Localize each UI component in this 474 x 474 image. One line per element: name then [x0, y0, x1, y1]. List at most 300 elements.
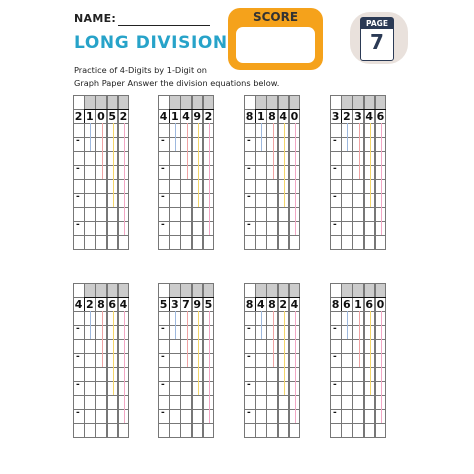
minus-sign: - — [247, 164, 251, 174]
grid-cell[interactable] — [169, 381, 181, 396]
dividend-digit: 6 — [108, 297, 117, 311]
column-guide-line — [175, 311, 176, 339]
grid-cell[interactable] — [255, 339, 267, 354]
column-guide-line — [261, 311, 262, 339]
grid-cell[interactable] — [169, 151, 181, 166]
divisor-digit: 2 — [74, 109, 83, 123]
grid-cell[interactable] — [352, 381, 364, 396]
grid-cell[interactable] — [255, 381, 267, 396]
name-line[interactable] — [118, 25, 210, 26]
grid-cell[interactable] — [341, 235, 353, 250]
grid-cell[interactable] — [203, 235, 215, 250]
grid-cell[interactable] — [192, 395, 204, 410]
grid-cell[interactable] — [95, 423, 107, 438]
minus-sign: - — [76, 164, 80, 174]
grid-cell[interactable] — [169, 367, 181, 382]
column-guide-line — [359, 311, 360, 367]
dividend-digit: 9 — [193, 109, 202, 123]
grid-cell[interactable] — [192, 283, 204, 298]
minus-sign: - — [76, 380, 80, 390]
grid-cell[interactable] — [364, 207, 376, 222]
grid-cell[interactable] — [341, 193, 353, 208]
grid-cell[interactable] — [118, 235, 130, 250]
grid-cell[interactable] — [95, 381, 107, 396]
score-input-area[interactable] — [236, 27, 315, 63]
minus-sign: - — [76, 192, 80, 202]
grid-cell[interactable] — [84, 165, 96, 180]
grid-cell[interactable] — [341, 381, 353, 396]
grid-cell[interactable] — [278, 221, 290, 236]
problem-grid-4 — [330, 95, 386, 249]
grid-cell[interactable] — [255, 221, 267, 236]
problem-grid-7 — [244, 283, 300, 437]
grid-cell[interactable] — [278, 283, 290, 298]
grid-cell[interactable] — [278, 95, 290, 110]
grid-cell[interactable] — [169, 165, 181, 180]
grid-cell[interactable] — [352, 367, 364, 382]
grid-cell[interactable] — [73, 95, 85, 110]
grid-cell[interactable] — [341, 353, 353, 368]
minus-sign: - — [333, 192, 337, 202]
grid-cell[interactable] — [84, 221, 96, 236]
grid-cell[interactable] — [266, 221, 278, 236]
grid-cell[interactable] — [330, 283, 342, 298]
name-label: NAME: — [74, 12, 117, 25]
minus-sign: - — [333, 164, 337, 174]
column-guide-line — [209, 311, 210, 423]
grid-cell[interactable] — [180, 395, 192, 410]
grid-cell[interactable] — [73, 235, 85, 250]
grid-cell[interactable] — [255, 193, 267, 208]
problem-grid-3 — [244, 95, 300, 249]
grid-cell[interactable] — [180, 367, 192, 382]
grid-cell[interactable] — [180, 283, 192, 298]
grid-cell[interactable] — [95, 409, 107, 424]
grid-cell[interactable] — [289, 423, 301, 438]
dividend-digit: 2 — [204, 109, 213, 123]
minus-sign: - — [247, 352, 251, 362]
grid-cell[interactable] — [341, 409, 353, 424]
grid-cell[interactable] — [278, 409, 290, 424]
dividend-digit: 8 — [268, 109, 276, 123]
grid-cell[interactable] — [203, 95, 215, 110]
grid-cell[interactable] — [192, 95, 204, 110]
divisor-digit: 8 — [245, 109, 254, 123]
grid-cell[interactable] — [180, 235, 192, 250]
grid-cell[interactable] — [84, 409, 96, 424]
grid-cell[interactable] — [352, 179, 364, 194]
minus-sign: - — [247, 380, 251, 390]
grid-cell[interactable] — [169, 95, 181, 110]
minus-sign: - — [333, 136, 337, 146]
grid-cell[interactable] — [341, 283, 353, 298]
column-guide-line — [273, 311, 274, 367]
divisor-digit: 8 — [331, 297, 340, 311]
grid-cell[interactable] — [266, 207, 278, 222]
divisor-digit: 4 — [74, 297, 83, 311]
divisor-digit: 3 — [331, 109, 340, 123]
grid-cell[interactable] — [364, 395, 376, 410]
grid-cell[interactable] — [169, 353, 181, 368]
grid-cell[interactable] — [95, 367, 107, 382]
grid-cell[interactable] — [266, 423, 278, 438]
grid-cell[interactable] — [278, 207, 290, 222]
grid-cell[interactable] — [192, 409, 204, 424]
minus-sign: - — [76, 408, 80, 418]
grid-cell[interactable] — [169, 339, 181, 354]
grid-cell[interactable] — [84, 381, 96, 396]
grid-cell[interactable] — [107, 235, 119, 250]
grid-cell[interactable] — [364, 221, 376, 236]
minus-sign: - — [76, 220, 80, 230]
minus-sign: - — [247, 220, 251, 230]
grid-cell[interactable] — [169, 193, 181, 208]
grid-cell[interactable] — [255, 95, 267, 110]
grid-cell[interactable] — [266, 381, 278, 396]
instructions — [74, 64, 334, 90]
grid-cell[interactable] — [158, 283, 170, 298]
grid-cell[interactable] — [266, 283, 278, 298]
grid-cell[interactable] — [169, 409, 181, 424]
grid-cell[interactable] — [84, 95, 96, 110]
grid-cell[interactable] — [352, 409, 364, 424]
grid-cell[interactable] — [278, 423, 290, 438]
dividend-digit: 4 — [256, 297, 265, 311]
grid-cell[interactable] — [330, 95, 342, 110]
grid-cell[interactable] — [341, 207, 353, 222]
grid-cell[interactable] — [180, 409, 192, 424]
grid-cell[interactable] — [352, 221, 364, 236]
minus-sign: - — [161, 352, 165, 362]
dividend-digit: 4 — [279, 109, 288, 123]
minus-sign: - — [247, 192, 251, 202]
grid-cell[interactable] — [341, 395, 353, 410]
column-guide-line — [187, 311, 188, 367]
grid-cell[interactable] — [95, 95, 107, 110]
dividend-digit: 9 — [193, 297, 202, 311]
column-guide-line — [124, 311, 125, 423]
grid-cell[interactable] — [364, 235, 376, 250]
grid-cell[interactable] — [95, 179, 107, 194]
grid-cell[interactable] — [255, 207, 267, 222]
minus-sign: - — [333, 352, 337, 362]
column-guide-line — [284, 123, 285, 207]
grid-cell[interactable] — [84, 395, 96, 410]
grid-cell[interactable] — [364, 283, 376, 298]
grid-cell[interactable] — [95, 283, 107, 298]
grid-cell[interactable] — [203, 283, 215, 298]
grid-cell[interactable] — [255, 283, 267, 298]
grid-cell[interactable] — [375, 95, 387, 110]
grid-cell[interactable] — [244, 283, 256, 298]
dividend-digit: 1 — [85, 109, 94, 123]
grid-cell[interactable] — [192, 423, 204, 438]
grid-cell[interactable] — [266, 179, 278, 194]
column-guide-line — [273, 123, 274, 179]
minus-sign: - — [161, 324, 165, 334]
grid-cell[interactable] — [84, 283, 96, 298]
column-guide-line — [90, 123, 91, 151]
grid-cell[interactable] — [169, 235, 181, 250]
worksheet-title: LONG DIVISION — [74, 33, 228, 53]
minus-sign: - — [76, 324, 80, 334]
grid-cell[interactable] — [244, 423, 256, 438]
column-guide-line — [359, 123, 360, 179]
column-guide-line — [102, 123, 103, 179]
grid-cell[interactable] — [255, 367, 267, 382]
grid-cell[interactable] — [95, 395, 107, 410]
grid-cell[interactable] — [341, 95, 353, 110]
grid-cell[interactable] — [255, 235, 267, 250]
grid-cell[interactable] — [95, 207, 107, 222]
grid-cell[interactable] — [341, 221, 353, 236]
grid-cell[interactable] — [255, 395, 267, 410]
grid-cell[interactable] — [158, 423, 170, 438]
grid-cell[interactable] — [341, 151, 353, 166]
grid-cell[interactable] — [364, 409, 376, 424]
grid-cell[interactable] — [180, 179, 192, 194]
dividend-digit: 0 — [97, 109, 105, 123]
problem-grid-2 — [158, 95, 214, 249]
grid-cell[interactable] — [266, 235, 278, 250]
grid-cell[interactable] — [84, 207, 96, 222]
dividend-digit: 3 — [170, 297, 179, 311]
grid-cell[interactable] — [352, 193, 364, 208]
dividend-digit: 2 — [85, 297, 94, 311]
grid-cell[interactable] — [73, 423, 85, 438]
dividend-digit: 2 — [342, 109, 351, 123]
grid-cell[interactable] — [255, 423, 267, 438]
column-guide-line — [198, 123, 199, 207]
grid-cell[interactable] — [107, 95, 119, 110]
divisor-digit: 5 — [159, 297, 168, 311]
grid-cell[interactable] — [180, 95, 192, 110]
grid-cell[interactable] — [352, 235, 364, 250]
grid-cell[interactable] — [266, 409, 278, 424]
problem-grid-5 — [73, 283, 129, 437]
grid-cell[interactable] — [352, 95, 364, 110]
column-guide-line — [198, 311, 199, 395]
column-guide-line — [370, 311, 371, 395]
grid-cell[interactable] — [289, 95, 301, 110]
grid-cell[interactable] — [244, 95, 256, 110]
grid-cell[interactable] — [84, 353, 96, 368]
column-guide-line — [113, 311, 114, 395]
dividend-digit: 4 — [119, 297, 128, 311]
grid-cell[interactable] — [266, 395, 278, 410]
grid-cell[interactable] — [266, 367, 278, 382]
minus-sign: - — [161, 136, 165, 146]
minus-sign: - — [247, 136, 251, 146]
grid-cell[interactable] — [95, 193, 107, 208]
grid-cell[interactable] — [158, 95, 170, 110]
minus-sign: - — [161, 408, 165, 418]
grid-cell[interactable] — [107, 409, 119, 424]
grid-cell[interactable] — [118, 95, 130, 110]
column-guide-line — [261, 123, 262, 151]
dividend-digit: 4 — [182, 109, 190, 123]
minus-sign: - — [161, 380, 165, 390]
column-guide-line — [295, 311, 296, 423]
dividend-digit: 7 — [182, 297, 190, 311]
minus-sign: - — [247, 324, 251, 334]
divisor-digit: 8 — [245, 297, 254, 311]
grid-cell[interactable] — [364, 95, 376, 110]
grid-cell[interactable] — [84, 423, 96, 438]
grid-cell[interactable] — [203, 423, 215, 438]
grid-cell[interactable] — [107, 395, 119, 410]
dividend-digit: 4 — [365, 109, 374, 123]
minus-sign: - — [333, 324, 337, 334]
minus-sign: - — [333, 408, 337, 418]
grid-cell[interactable] — [169, 423, 181, 438]
page-number: 7 — [370, 30, 384, 54]
dividend-digit: 5 — [204, 297, 213, 311]
grid-cell[interactable] — [169, 179, 181, 194]
grid-cell[interactable] — [266, 193, 278, 208]
column-guide-line — [381, 123, 382, 235]
grid-cell[interactable] — [289, 283, 301, 298]
grid-cell[interactable] — [341, 367, 353, 382]
grid-cell[interactable] — [192, 207, 204, 222]
column-guide-line — [295, 123, 296, 235]
minus-sign: - — [333, 380, 337, 390]
instructions-line-1: Practice of 4-Digits by 1-Digit on — [74, 65, 207, 75]
dividend-digit: 8 — [97, 297, 105, 311]
grid-cell[interactable] — [352, 423, 364, 438]
problem-grid-8 — [330, 283, 386, 437]
dividend-digit: 6 — [342, 297, 351, 311]
grid-cell[interactable] — [255, 353, 267, 368]
divisor-digit: 4 — [159, 109, 168, 123]
score-box — [228, 8, 323, 70]
dividend-digit: 2 — [279, 297, 288, 311]
column-guide-line — [347, 123, 348, 151]
column-guide-line — [381, 311, 382, 423]
grid-cell[interactable] — [107, 221, 119, 236]
page-label: PAGE — [361, 18, 393, 29]
grid-cell[interactable] — [169, 221, 181, 236]
grid-cell[interactable] — [278, 395, 290, 410]
dividend-digit: 4 — [290, 297, 299, 311]
grid-cell[interactable] — [84, 235, 96, 250]
grid-cell[interactable] — [180, 193, 192, 208]
grid-cell[interactable] — [352, 283, 364, 298]
grid-cell[interactable] — [192, 221, 204, 236]
grid-cell[interactable] — [180, 423, 192, 438]
grid-cell[interactable] — [84, 339, 96, 354]
grid-cell[interactable] — [341, 179, 353, 194]
minus-sign: - — [161, 164, 165, 174]
grid-cell[interactable] — [255, 165, 267, 180]
grid-cell[interactable] — [84, 179, 96, 194]
minus-sign: - — [161, 220, 165, 230]
problem-grid-1 — [73, 95, 129, 249]
grid-cell[interactable] — [95, 235, 107, 250]
minus-sign: - — [161, 192, 165, 202]
grid-cell[interactable] — [341, 165, 353, 180]
grid-cell[interactable] — [278, 235, 290, 250]
column-guide-line — [113, 123, 114, 207]
grid-cell[interactable] — [341, 339, 353, 354]
column-guide-line — [370, 123, 371, 207]
column-guide-line — [175, 123, 176, 151]
grid-cell[interactable] — [84, 151, 96, 166]
grid-cell[interactable] — [169, 207, 181, 222]
dividend-digit: 0 — [290, 109, 299, 123]
grid-cell[interactable] — [180, 221, 192, 236]
minus-sign: - — [333, 220, 337, 230]
column-guide-line — [187, 123, 188, 179]
grid-cell[interactable] — [289, 235, 301, 250]
page-calendar-icon — [360, 17, 394, 61]
score-label: SCORE — [252, 10, 299, 24]
dividend-digit: 1 — [354, 297, 362, 311]
dividend-digit: 2 — [119, 109, 128, 123]
dividend-digit: 8 — [268, 297, 276, 311]
grid-cell[interactable] — [330, 423, 342, 438]
grid-cell[interactable] — [352, 207, 364, 222]
grid-cell[interactable] — [169, 395, 181, 410]
grid-cell[interactable] — [107, 423, 119, 438]
grid-cell[interactable] — [158, 235, 170, 250]
grid-cell[interactable] — [73, 283, 85, 298]
grid-cell[interactable] — [255, 151, 267, 166]
grid-cell[interactable] — [266, 95, 278, 110]
column-guide-line — [209, 123, 210, 235]
grid-cell[interactable] — [192, 235, 204, 250]
dividend-digit: 3 — [354, 109, 362, 123]
grid-cell[interactable] — [244, 235, 256, 250]
column-guide-line — [90, 311, 91, 339]
grid-cell[interactable] — [341, 423, 353, 438]
column-guide-line — [284, 311, 285, 395]
grid-cell[interactable] — [84, 193, 96, 208]
minus-sign: - — [247, 408, 251, 418]
grid-cell[interactable] — [255, 409, 267, 424]
minus-sign: - — [76, 136, 80, 146]
dividend-digit: 1 — [256, 109, 265, 123]
minus-sign: - — [76, 352, 80, 362]
column-guide-line — [347, 311, 348, 339]
grid-cell[interactable] — [255, 179, 267, 194]
grid-cell[interactable] — [375, 235, 387, 250]
dividend-digit: 5 — [108, 109, 117, 123]
grid-cell[interactable] — [95, 221, 107, 236]
problem-grid-6 — [158, 283, 214, 437]
grid-cell[interactable] — [375, 283, 387, 298]
column-guide-line — [102, 311, 103, 367]
dividend-digit: 1 — [170, 109, 179, 123]
grid-cell[interactable] — [330, 235, 342, 250]
grid-cell[interactable] — [169, 283, 181, 298]
grid-cell[interactable] — [180, 207, 192, 222]
grid-cell[interactable] — [118, 423, 130, 438]
grid-cell[interactable] — [375, 423, 387, 438]
grid-cell[interactable] — [352, 395, 364, 410]
grid-cell[interactable] — [84, 367, 96, 382]
instructions-line-2: Graph Paper Answer the division equations below. — [74, 78, 280, 88]
grid-cell[interactable] — [364, 423, 376, 438]
dividend-digit: 6 — [365, 297, 374, 311]
grid-cell[interactable] — [107, 207, 119, 222]
grid-cell[interactable] — [180, 381, 192, 396]
dividend-digit: 0 — [376, 297, 385, 311]
grid-cell[interactable] — [107, 283, 119, 298]
column-guide-line — [124, 123, 125, 235]
grid-cell[interactable] — [118, 283, 130, 298]
dividend-digit: 6 — [376, 109, 385, 123]
